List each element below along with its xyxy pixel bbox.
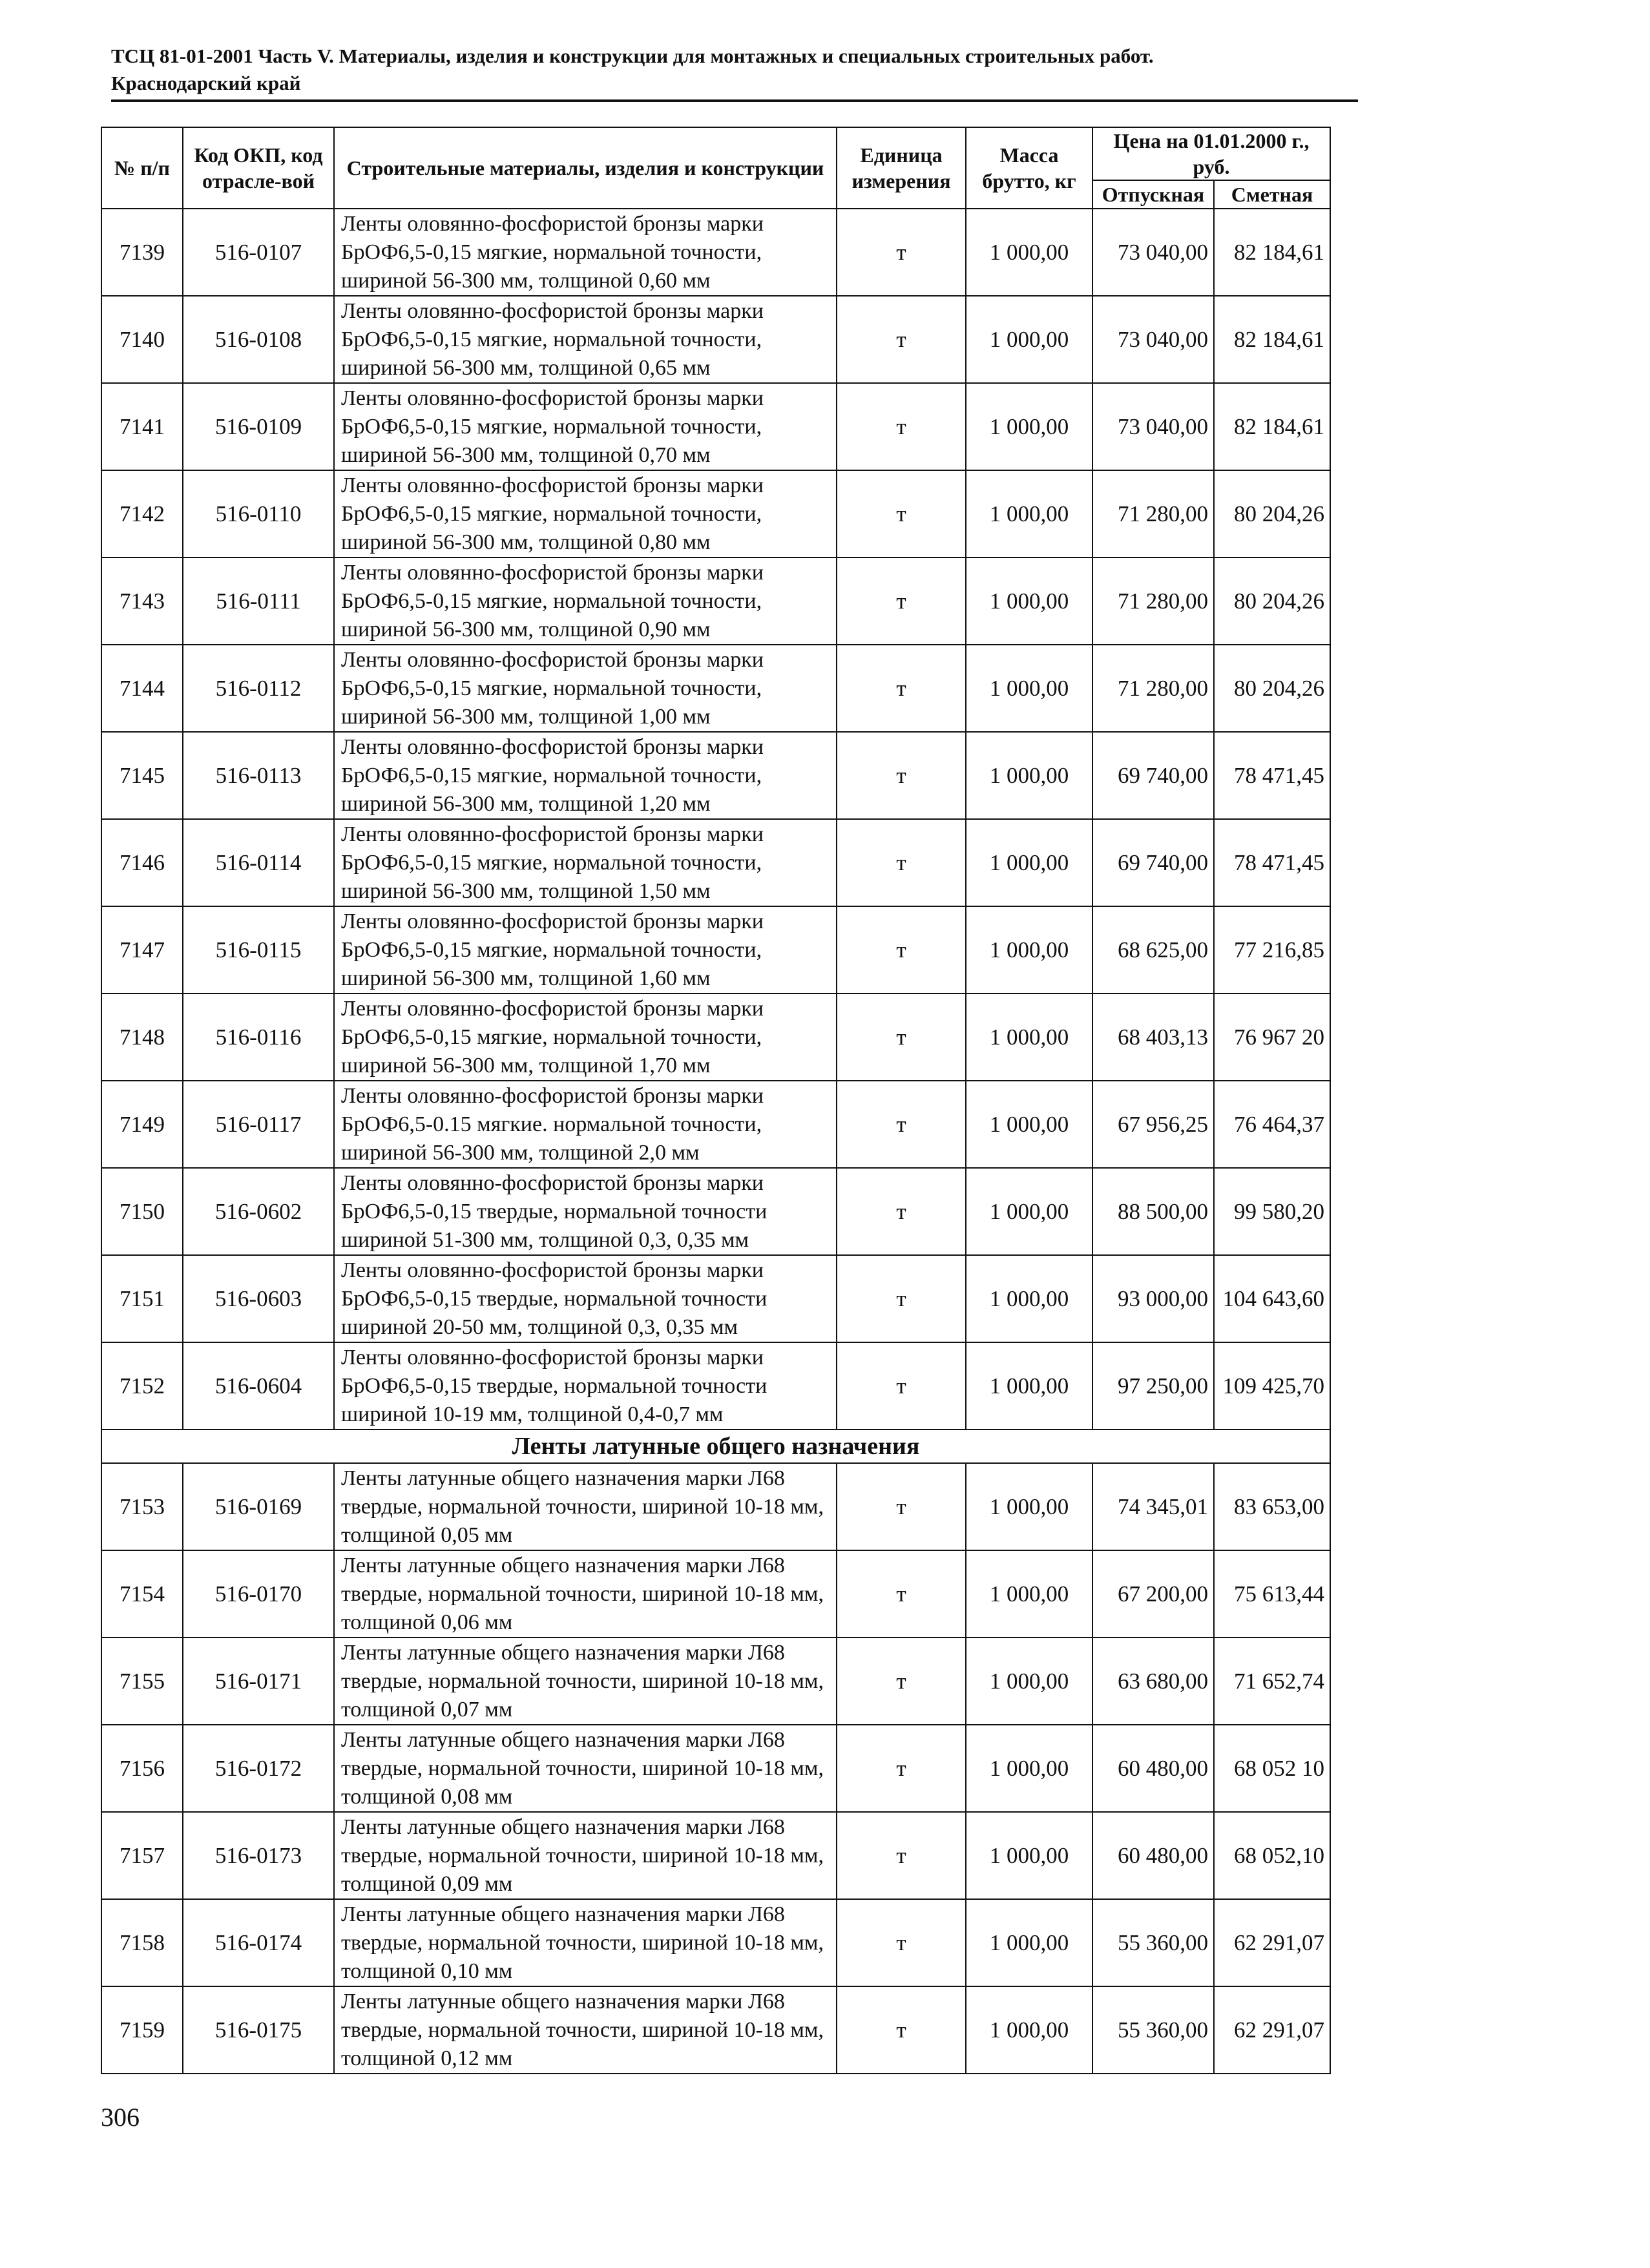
table-section: [101, 1430, 1330, 1463]
table-row: [101, 1725, 1330, 1812]
cell-code: 516-0173: [183, 1812, 334, 1899]
cell-num: 7140: [101, 296, 183, 383]
cell-mass: 1 000,00: [966, 1081, 1092, 1168]
cell-price-release: 60 480,00: [1092, 1725, 1214, 1812]
cell-price-release: 74 345,01: [1092, 1463, 1214, 1550]
cell-name: Ленты оловянно-фосфористой бронзы марки БрОФ6,5-0,15 мягкие, нормальной точности, шириной 56-300 мм, толщиной 0,90 мм: [334, 557, 837, 645]
cell-name: Ленты оловянно-фосфористой бронзы марки БрОФ6,5-0.15 мягкие. нормальной точности, шириной 56-300 мм, толщиной 2,0 мм: [334, 1081, 837, 1168]
cell-num: 7144: [101, 645, 183, 732]
table-row: [101, 296, 1330, 383]
cell-mass: 1 000,00: [966, 1255, 1092, 1342]
cell-num: 7156: [101, 1725, 183, 1812]
cell-code: 516-0110: [183, 470, 334, 557]
cell-price-release: 73 040,00: [1092, 383, 1214, 470]
cell-mass: 1 000,00: [966, 1342, 1092, 1430]
cell-price-estimate: 71 652,74: [1214, 1638, 1330, 1725]
table-header: [101, 127, 1330, 209]
cell-num: 7146: [101, 819, 183, 906]
cell-unit: т: [837, 1725, 966, 1812]
cell-name: Ленты оловянно-фосфористой бронзы марки БрОФ6,5-0,15 мягкие, нормальной точности, шириной 56-300 мм, толщиной 1,70 мм: [334, 994, 837, 1081]
cell-name: Ленты оловянно-фосфористой бронзы марки БрОФ6,5-0,15 мягкие, нормальной точности, шириной 56-300 мм, толщиной 0,60 мм: [334, 209, 837, 296]
price-table: [101, 127, 1331, 2074]
cell-num: 7153: [101, 1463, 183, 1550]
cell-price-release: 73 040,00: [1092, 209, 1214, 296]
cell-price-estimate: 82 184,61: [1214, 296, 1330, 383]
cell-mass: 1 000,00: [966, 296, 1092, 383]
cell-code: 516-0602: [183, 1168, 334, 1255]
cell-name: Ленты латунные общего назначения марки Л68 твердые, нормальной точности, шириной 10-18 мм, толщиной 0,10 мм: [334, 1899, 837, 1986]
cell-mass: 1 000,00: [966, 209, 1092, 296]
table-row: [101, 906, 1330, 994]
table-row: [101, 383, 1330, 470]
cell-mass: 1 000,00: [966, 1725, 1092, 1812]
cell-mass: 1 000,00: [966, 1550, 1092, 1638]
cell-num: 7158: [101, 1899, 183, 1986]
cell-num: 7139: [101, 209, 183, 296]
cell-mass: 1 000,00: [966, 906, 1092, 994]
cell-unit: т: [837, 994, 966, 1081]
cell-mass: 1 000,00: [966, 1899, 1092, 1986]
cell-price-estimate: 68 052,10: [1214, 1812, 1330, 1899]
table-row: [101, 1255, 1330, 1342]
cell-unit: т: [837, 1255, 966, 1342]
cell-unit: т: [837, 1899, 966, 1986]
table-row: [101, 470, 1330, 557]
cell-name: Ленты латунные общего назначения марки Л68 твердые, нормальной точности, шириной 10-18 мм, толщиной 0,07 мм: [334, 1638, 837, 1725]
table-row: [101, 1638, 1330, 1725]
cell-num: 7155: [101, 1638, 183, 1725]
table-row: [101, 1168, 1330, 1255]
cell-unit: т: [837, 1550, 966, 1638]
cell-mass: 1 000,00: [966, 470, 1092, 557]
cell-name: Ленты оловянно-фосфористой бронзы марки БрОФ6,5-0,15 мягкие, нормальной точности, шириной 56-300 мм, толщиной 1,60 мм: [334, 906, 837, 994]
col-header-price-release: Отпускная: [1092, 180, 1214, 209]
cell-mass: 1 000,00: [966, 732, 1092, 819]
cell-price-estimate: 76 967 20: [1214, 994, 1330, 1081]
cell-name: Ленты оловянно-фосфористой бронзы марки БрОФ6,5-0,15 твердые, нормальной точности шириной 51-300 мм, толщиной 0,3, 0,35 мм: [334, 1168, 837, 1255]
cell-name: Ленты оловянно-фосфористой бронзы марки БрОФ6,5-0,15 твердые, нормальной точности шириной 10-19 мм, толщиной 0,4-0,7 мм: [334, 1342, 837, 1430]
cell-code: 516-0170: [183, 1550, 334, 1638]
cell-code: 516-0171: [183, 1638, 334, 1725]
cell-unit: т: [837, 383, 966, 470]
cell-price-release: 71 280,00: [1092, 557, 1214, 645]
cell-price-estimate: 82 184,61: [1214, 383, 1330, 470]
cell-price-estimate: 75 613,44: [1214, 1550, 1330, 1638]
cell-price-release: 68 625,00: [1092, 906, 1214, 994]
table-body-brass: [101, 1463, 1330, 2074]
cell-code: 516-0604: [183, 1342, 334, 1430]
table-row: [101, 1550, 1330, 1638]
table-row: [101, 1812, 1330, 1899]
cell-num: 7154: [101, 1550, 183, 1638]
cell-name: Ленты оловянно-фосфористой бронзы марки БрОФ6,5-0,15 мягкие, нормальной точности, шириной 56-300 мм, толщиной 0,65 мм: [334, 296, 837, 383]
header-divider: [111, 99, 1358, 102]
cell-price-release: 69 740,00: [1092, 819, 1214, 906]
cell-price-estimate: 62 291,07: [1214, 1899, 1330, 1986]
cell-price-estimate: 80 204,26: [1214, 557, 1330, 645]
cell-price-release: 69 740,00: [1092, 732, 1214, 819]
table-body-bronze: [101, 209, 1330, 1430]
cell-num: 7157: [101, 1812, 183, 1899]
cell-mass: 1 000,00: [966, 1463, 1092, 1550]
cell-unit: т: [837, 557, 966, 645]
cell-price-estimate: 78 471,45: [1214, 819, 1330, 906]
cell-code: 516-0113: [183, 732, 334, 819]
cell-name: Ленты латунные общего назначения марки Л68 твердые, нормальной точности, шириной 10-18 мм, толщиной 0,08 мм: [334, 1725, 837, 1812]
cell-price-estimate: 76 464,37: [1214, 1081, 1330, 1168]
cell-code: 516-0108: [183, 296, 334, 383]
cell-price-release: 71 280,00: [1092, 470, 1214, 557]
cell-price-estimate: 83 653,00: [1214, 1463, 1330, 1550]
cell-mass: 1 000,00: [966, 1638, 1092, 1725]
cell-code: 516-0169: [183, 1463, 334, 1550]
cell-code: 516-0107: [183, 209, 334, 296]
cell-name: Ленты оловянно-фосфористой бронзы марки БрОФ6,5-0,15 мягкие, нормальной точности, шириной 56-300 мм, толщиной 0,70 мм: [334, 383, 837, 470]
cell-code: 516-0172: [183, 1725, 334, 1812]
table-row: [101, 1463, 1330, 1550]
cell-unit: т: [837, 296, 966, 383]
cell-code: 516-0111: [183, 557, 334, 645]
cell-name: Ленты латунные общего назначения марки Л68 твердые, нормальной точности, шириной 10-18 мм, толщиной 0,12 мм: [334, 1986, 837, 2074]
cell-code: 516-0116: [183, 994, 334, 1081]
cell-code: 516-0115: [183, 906, 334, 994]
cell-unit: т: [837, 1168, 966, 1255]
col-header-unit: Единица измерения: [837, 127, 966, 209]
col-header-price-estimate: Сметная: [1214, 180, 1330, 209]
cell-num: 7152: [101, 1342, 183, 1430]
cell-price-release: 60 480,00: [1092, 1812, 1214, 1899]
col-header-code: Код ОКП, код отрасле-вой: [183, 127, 334, 209]
cell-price-estimate: 80 204,26: [1214, 470, 1330, 557]
cell-price-estimate: 68 052 10: [1214, 1725, 1330, 1812]
page-header: [111, 43, 1358, 97]
cell-price-release: 63 680,00: [1092, 1638, 1214, 1725]
cell-mass: 1 000,00: [966, 645, 1092, 732]
cell-code: 516-0603: [183, 1255, 334, 1342]
cell-unit: т: [837, 1081, 966, 1168]
cell-num: 7159: [101, 1986, 183, 2074]
header-title: ТСЦ 81-01-2001 Часть V. Материалы, изделия и конструкции для монтажных и специальных строительных работ.: [111, 45, 1154, 67]
table-row: [101, 557, 1330, 645]
cell-num: 7147: [101, 906, 183, 994]
header-region: Краснодарский край: [111, 72, 301, 94]
cell-code: 516-0112: [183, 645, 334, 732]
cell-mass: 1 000,00: [966, 1812, 1092, 1899]
cell-code: 516-0114: [183, 819, 334, 906]
cell-mass: 1 000,00: [966, 1986, 1092, 2074]
cell-unit: т: [837, 1638, 966, 1725]
cell-unit: т: [837, 470, 966, 557]
cell-price-estimate: 80 204,26: [1214, 645, 1330, 732]
cell-price-estimate: 104 643,60: [1214, 1255, 1330, 1342]
cell-price-release: 68 403,13: [1092, 994, 1214, 1081]
cell-mass: 1 000,00: [966, 557, 1092, 645]
col-header-mass: Масса брутто, кг: [966, 127, 1092, 209]
cell-unit: т: [837, 1812, 966, 1899]
cell-price-release: 88 500,00: [1092, 1168, 1214, 1255]
cell-price-release: 97 250,00: [1092, 1342, 1214, 1430]
cell-price-estimate: 62 291,07: [1214, 1986, 1330, 2074]
cell-name: Ленты латунные общего назначения марки Л68 твердые, нормальной точности, шириной 10-18 мм, толщиной 0,05 мм: [334, 1463, 837, 1550]
section-row: [101, 1430, 1330, 1463]
page-number: 306: [101, 2103, 140, 2132]
col-header-num: № п/п: [101, 127, 183, 209]
cell-num: 7142: [101, 470, 183, 557]
cell-unit: т: [837, 645, 966, 732]
cell-price-estimate: 99 580,20: [1214, 1168, 1330, 1255]
cell-num: 7143: [101, 557, 183, 645]
cell-num: 7145: [101, 732, 183, 819]
table-row: [101, 645, 1330, 732]
cell-price-release: 67 200,00: [1092, 1550, 1214, 1638]
cell-name: Ленты оловянно-фосфористой бронзы марки БрОФ6,5-0,15 твердые, нормальной точности шириной 20-50 мм, толщиной 0,3, 0,35 мм: [334, 1255, 837, 1342]
cell-name: Ленты латунные общего назначения марки Л68 твердые, нормальной точности, шириной 10-18 мм, толщиной 0,06 мм: [334, 1550, 837, 1638]
cell-name: Ленты латунные общего назначения марки Л68 твердые, нормальной точности, шириной 10-18 мм, толщиной 0,09 мм: [334, 1812, 837, 1899]
cell-num: 7149: [101, 1081, 183, 1168]
cell-code: 516-0174: [183, 1899, 334, 1986]
table-row: [101, 1081, 1330, 1168]
cell-price-release: 67 956,25: [1092, 1081, 1214, 1168]
table-row: [101, 819, 1330, 906]
cell-price-release: 55 360,00: [1092, 1899, 1214, 1986]
cell-unit: т: [837, 819, 966, 906]
cell-mass: 1 000,00: [966, 383, 1092, 470]
cell-price-estimate: 82 184,61: [1214, 209, 1330, 296]
cell-unit: т: [837, 732, 966, 819]
cell-num: 7151: [101, 1255, 183, 1342]
cell-price-release: 71 280,00: [1092, 645, 1214, 732]
cell-price-release: 73 040,00: [1092, 296, 1214, 383]
cell-num: 7150: [101, 1168, 183, 1255]
cell-unit: т: [837, 1342, 966, 1430]
table-row: [101, 1986, 1330, 2074]
cell-code: 516-0109: [183, 383, 334, 470]
cell-price-release: 93 000,00: [1092, 1255, 1214, 1342]
cell-name: Ленты оловянно-фосфористой бронзы марки БрОФ6,5-0,15 мягкие, нормальной точности, шириной 56-300 мм, толщиной 1,50 мм: [334, 819, 837, 906]
cell-price-estimate: 78 471,45: [1214, 732, 1330, 819]
cell-price-estimate: 77 216,85: [1214, 906, 1330, 994]
cell-price-release: 55 360,00: [1092, 1986, 1214, 2074]
cell-unit: т: [837, 209, 966, 296]
table-row: [101, 1342, 1330, 1430]
table-row: [101, 1899, 1330, 1986]
cell-unit: т: [837, 1986, 966, 2074]
section-title: Ленты латунные общего назначения: [101, 1430, 1330, 1463]
cell-code: 516-0175: [183, 1986, 334, 2074]
cell-num: 7148: [101, 994, 183, 1081]
col-header-name: Строительные материалы, изделия и конструкции: [334, 127, 837, 209]
table-row: [101, 209, 1330, 296]
cell-unit: т: [837, 1463, 966, 1550]
cell-name: Ленты оловянно-фосфористой бронзы марки БрОФ6,5-0,15 мягкие, нормальной точности, шириной 56-300 мм, толщиной 1,00 мм: [334, 645, 837, 732]
cell-unit: т: [837, 906, 966, 994]
cell-mass: 1 000,00: [966, 994, 1092, 1081]
cell-mass: 1 000,00: [966, 819, 1092, 906]
cell-num: 7141: [101, 383, 183, 470]
cell-name: Ленты оловянно-фосфористой бронзы марки БрОФ6,5-0,15 мягкие, нормальной точности, шириной 56-300 мм, толщиной 0,80 мм: [334, 470, 837, 557]
cell-mass: 1 000,00: [966, 1168, 1092, 1255]
cell-code: 516-0117: [183, 1081, 334, 1168]
table-row: [101, 994, 1330, 1081]
col-header-price: Цена на 01.01.2000 г., руб.: [1092, 127, 1330, 180]
table-row: [101, 732, 1330, 819]
cell-name: Ленты оловянно-фосфористой бронзы марки БрОФ6,5-0,15 мягкие, нормальной точности, шириной 56-300 мм, толщиной 1,20 мм: [334, 732, 837, 819]
cell-price-estimate: 109 425,70: [1214, 1342, 1330, 1430]
